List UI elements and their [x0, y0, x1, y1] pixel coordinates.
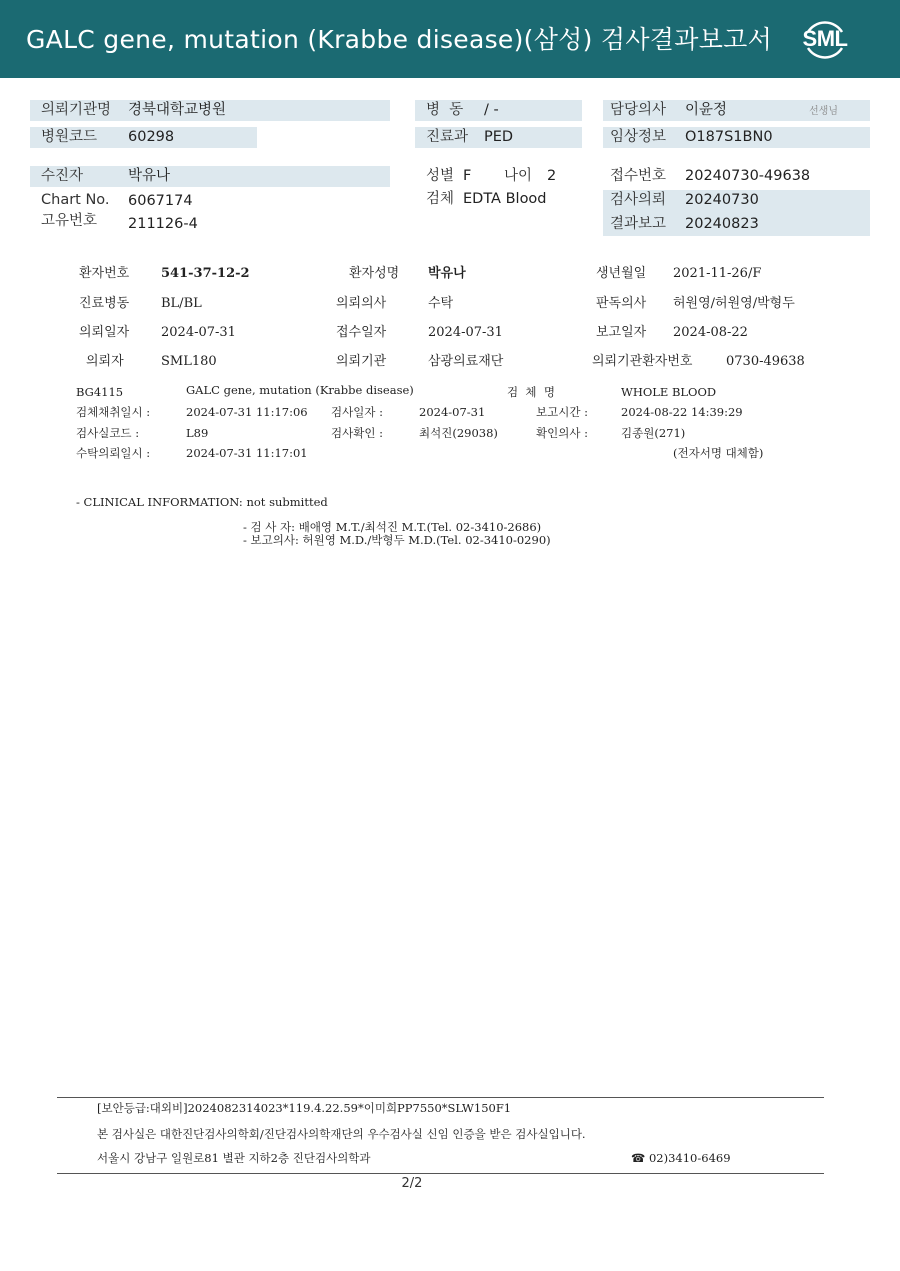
request-value: 20240730 — [685, 192, 759, 208]
outsource-label: 수탁의뢰일시 : — [76, 446, 151, 460]
collect-value: 2024-07-31 11:17:06 — [186, 405, 308, 419]
confirm-value: 최석진(29038) — [419, 426, 498, 440]
clinical-label: 임상정보 — [610, 129, 667, 145]
lab-code-value: L89 — [186, 426, 209, 440]
birth-label: 생년월일 — [596, 266, 647, 281]
test-code: BG4115 — [76, 385, 124, 399]
ward-value: / - — [484, 102, 499, 118]
lab-code-label: 검사실코드 : — [76, 426, 140, 440]
report-time-value: 2024-08-22 14:39:29 — [621, 405, 743, 419]
req-doctor-value: 수탁 — [428, 296, 454, 311]
age-value: 2 — [547, 168, 557, 184]
dept-label: 진료과 — [426, 129, 469, 145]
specimen-name-value: WHOLE BLOOD — [621, 385, 717, 399]
request-label: 검사의뢰 — [610, 192, 667, 208]
report-date-label: 결과보고 — [610, 216, 667, 232]
logo-text: SML — [802, 26, 848, 51]
ward-label: 병 동 — [426, 102, 464, 118]
clinical-value: O187S1BN0 — [685, 129, 773, 145]
inst-patient-no-value: 0730-49638 — [726, 354, 805, 369]
birth-value: 2021-11-26/F — [673, 266, 762, 281]
certification-line: 본 검사실은 대한진단검사의학회/진단검사의학재단의 우수검사실 신임 인증을 받은 검사실입니다. — [97, 1127, 586, 1141]
patient-label: 수진자 — [41, 168, 84, 184]
confirm-doctor-label: 확인의사 : — [536, 426, 588, 440]
esign-note: (전자서명 대체함) — [673, 446, 764, 460]
test-name: GALC gene, mutation (Krabbe disease) — [186, 383, 414, 397]
patient-no-value: 541-37-12-2 — [161, 266, 250, 281]
receipt-date-value: 2024-07-31 — [428, 325, 503, 340]
receipt-no-label: 접수번호 — [610, 168, 667, 184]
patient-value: 박유나 — [128, 168, 171, 184]
institution-label: 의뢰기관명 — [41, 102, 112, 118]
outsource-value: 2024-07-31 11:17:01 — [186, 446, 308, 460]
institution-value: 경북대학교병원 — [128, 102, 227, 118]
req-doctor-label: 의뢰의사 — [336, 296, 387, 311]
report-date-label-2: 보고일자 — [596, 325, 647, 340]
unique-label: 고유번호 — [41, 213, 98, 229]
requester-value: SML180 — [161, 354, 217, 369]
inst-patient-no-label: 의뢰기관환자번호 — [592, 354, 693, 369]
phone-line: ☎ 02)3410-6469 — [631, 1151, 731, 1165]
doctor-label: 담당의사 — [610, 102, 667, 118]
report-title: GALC gene, mutation (Krabbe disease)(삼성) 검사결과보고서 — [26, 25, 773, 54]
report-time-label: 보고시간 : — [536, 405, 588, 419]
sml-logo — [798, 12, 852, 66]
reading-doctor-label: 판독의사 — [596, 296, 647, 311]
specimen-label: 검체 — [426, 191, 455, 207]
report-header — [0, 0, 900, 78]
req-date-label: 의뢰일자 — [79, 325, 130, 340]
collect-label: 검체채취일시 : — [76, 405, 151, 419]
chart-label: Chart No. — [41, 192, 110, 208]
test-date-label: 검사일자 : — [331, 405, 383, 419]
chart-value: 6067174 — [128, 193, 193, 209]
reporter-line: - 보고의사: 허원영 M.D./박형두 M.D.(Tel. 02-3410-0290) — [243, 533, 551, 547]
requester-label: 의뢰자 — [86, 354, 124, 369]
tester-line: - 검 사 자: 배애영 M.T./최석진 M.T.(Tel. 02-3410-2686) — [243, 520, 542, 534]
dept-value: PED — [484, 129, 514, 145]
ward-value-2: BL/BL — [161, 296, 202, 311]
patient-name-label: 환자성명 — [349, 266, 400, 281]
patient-box — [30, 166, 390, 187]
security-line: [보안등급:대외비]2024082314023*119.4.22.59*이미희PP7550*SLW150F1 — [97, 1101, 512, 1115]
report-date-value: 20240823 — [685, 216, 759, 232]
age-label: 나이 — [504, 168, 533, 184]
footer-top-rule — [57, 1097, 824, 1098]
clinical-information: - CLINICAL INFORMATION: not submitted — [76, 495, 328, 509]
address-line: 서울시 강남구 일원로81 별관 지하2층 진단검사의학과 — [97, 1151, 371, 1165]
doctor-value: 이윤정 — [685, 102, 728, 118]
req-institution-value: 삼광의료재단 — [428, 354, 504, 369]
specimen-value: EDTA Blood — [463, 191, 547, 207]
sex-label: 성별 — [426, 168, 455, 184]
confirm-label: 검사확인 : — [331, 426, 383, 440]
page-number: 2/2 — [401, 1176, 423, 1191]
doctor-suffix: 선생님 — [809, 106, 838, 117]
confirm-doctor-value: 김종원(271) — [621, 426, 686, 440]
hospital-code-value: 60298 — [128, 129, 175, 145]
receipt-no-value: 20240730-49638 — [685, 168, 811, 184]
footer-bottom-rule — [57, 1173, 824, 1174]
ward-label-2: 진료병동 — [79, 296, 130, 311]
patient-name-value: 박유나 — [428, 266, 466, 281]
receipt-date-label: 접수일자 — [336, 325, 387, 340]
reading-doctor-value: 허원영/허원영/박형두 — [673, 296, 795, 311]
req-institution-label: 의뢰기관 — [336, 354, 387, 369]
sex-value: F — [463, 168, 472, 184]
req-date-value: 2024-07-31 — [161, 325, 236, 340]
specimen-name-label: 검 체 명 — [507, 385, 555, 399]
hospital-code-label: 병원코드 — [41, 129, 98, 145]
test-date-value: 2024-07-31 — [419, 405, 486, 419]
patient-no-label: 환자번호 — [79, 266, 130, 281]
report-date-value-2: 2024-08-22 — [673, 325, 748, 340]
unique-value: 211126-4 — [128, 216, 198, 232]
